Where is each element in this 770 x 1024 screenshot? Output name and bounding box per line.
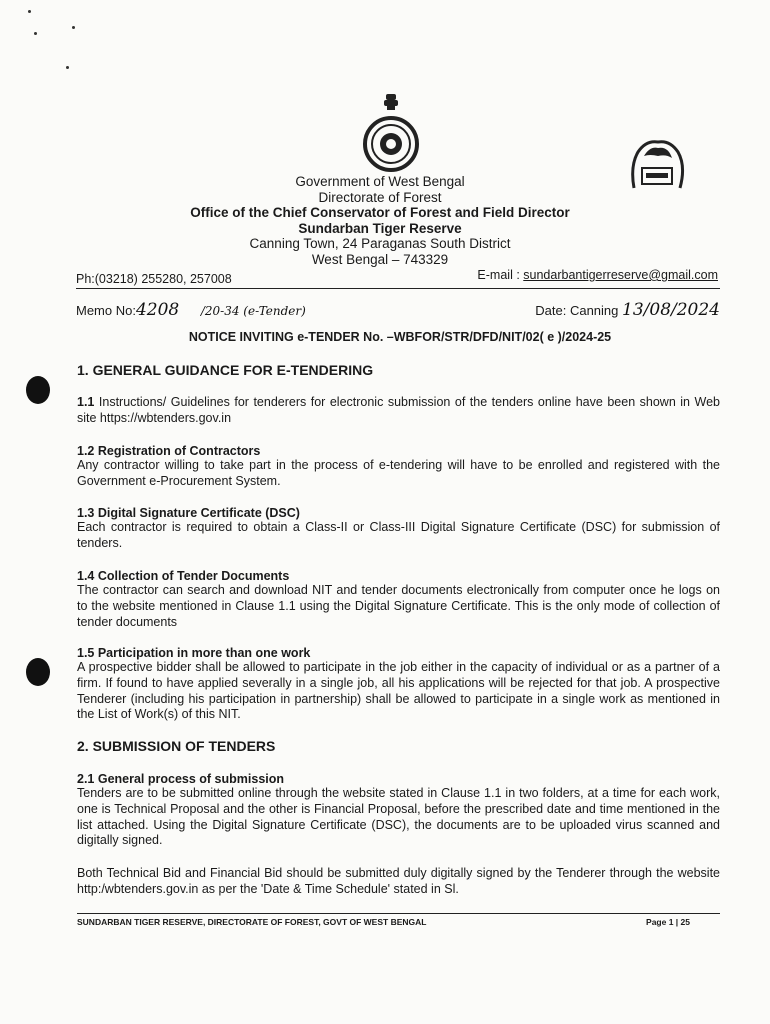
clause-1-1 [77, 395, 720, 427]
clause-1-5-text: A prospective bidder shall be allowed to participate in the job either in the capacity of individual or as a partner of a firm. If found to have applied severally in a single job, all his applications will be rejected for that job. A prospective Tenderer (including his participation in partnership) shall be allowed to participate in a single work as mentioned in the List of Work(s) of this NIT. [77, 660, 720, 722]
clause-1-4-text: The contractor can search and download NIT and tender documents electronically from computer once he logs on to the website mentioned in Clause 1.1 using the Digital Signature Certificate. This is the only mode of collection of tender documents [77, 583, 720, 629]
state-pin-line: West Bengal – 743329 [311, 251, 449, 267]
scan-speck [34, 32, 37, 35]
email-block [477, 268, 718, 282]
date-value: 13/08/2024 [622, 300, 720, 320]
section2-heading: 2. SUBMISSION OF TENDERS [77, 738, 276, 754]
header-divider [76, 288, 720, 289]
town-line: Canning Town, 24 Paraganas South District [249, 236, 511, 251]
page-footer [77, 917, 720, 927]
clause-1-1-text: Instructions/ Guidelines for tenderers for electronic submission of the tenders online have been shown in Web site https://wbtenders.gov.in [77, 395, 720, 425]
clause-2-1-title: 2.1 General process of submission [77, 772, 285, 786]
clause-1-1-number: 1.1 [77, 395, 95, 409]
clause-1-2-title: 1.2 Registration of Contractors [77, 444, 261, 458]
clause-2-1-para2: Both Technical Bid and Financial Bid should be submitted duly digitally signed by the Tenderer through the website http:/wbtenders.gov.in as per the 'Date & Time Schedule' stated in Sl. [77, 866, 720, 896]
memo-row [76, 300, 720, 320]
notice-title: NOTICE INVITING e-TENDER No. –WBFOR/STR/DFD/NIT/02( e )/2024-25 [188, 330, 612, 344]
punch-hole [26, 376, 50, 404]
memo-number: 4208 [135, 300, 180, 320]
clause-1-2-text: Any contractor willing to take part in the process of e-tendering will have to be enrolled and registered with the Government e-Procurement System. [77, 458, 720, 488]
clause-1-3-text: Each contractor is required to obtain a Class-II or Class-III Digital Signature Certificate (DSC) for submission of tenders. [77, 520, 720, 550]
reserve-line: Sundarban Tiger Reserve [298, 220, 462, 236]
footer-divider [77, 913, 720, 914]
memo-annotation: /20-34 (e-Tender) [200, 304, 306, 318]
office-line: Office of the Chief Conservator of Forest and Field Director [190, 205, 570, 220]
date-label: Date: Canning [535, 303, 619, 318]
memo-label: Memo No: [76, 303, 136, 318]
phone-text: Ph:(03218) 255280, 257008 [76, 272, 232, 286]
office-header [60, 174, 700, 267]
scan-speck [28, 10, 31, 13]
clause-1-4-title: 1.4 Collection of Tender Documents [77, 569, 290, 583]
scan-speck [66, 66, 69, 69]
page-number: Page 1 | 25 [646, 917, 690, 927]
email-label: E-mail : [477, 268, 524, 282]
email-link[interactable]: sundarbantigerreserve@gmail.com [523, 268, 718, 282]
punch-hole [26, 658, 50, 686]
govt-line: Government of West Bengal [295, 174, 465, 189]
directorate-line: Directorate of Forest [318, 189, 442, 205]
state-emblem-icon [358, 92, 424, 172]
scan-speck [72, 26, 75, 29]
clause-1-3-title: 1.3 Digital Signature Certificate (DSC) [77, 506, 300, 520]
date-block [535, 300, 720, 320]
footer-org: SUNDARBAN TIGER RESERVE, DIRECTORATE OF FOREST, GOVT OF WEST BENGAL [77, 917, 427, 927]
section1-heading: 1. GENERAL GUIDANCE FOR E-TENDERING [77, 362, 374, 378]
clause-1-5-title: 1.5 Participation in more than one work [77, 646, 311, 660]
clause-2-1-text: Tenders are to be submitted online through the website stated in Clause 1.1 in two folders, at a time for each work, one is Technical Proposal and the other is Financial Proposal, before the prescribed date and time mentioned in the list attached. Using the Digital Signature Certificate (DSC), the documents are to be uploaded virus scanned and digitally signed. [77, 786, 720, 848]
